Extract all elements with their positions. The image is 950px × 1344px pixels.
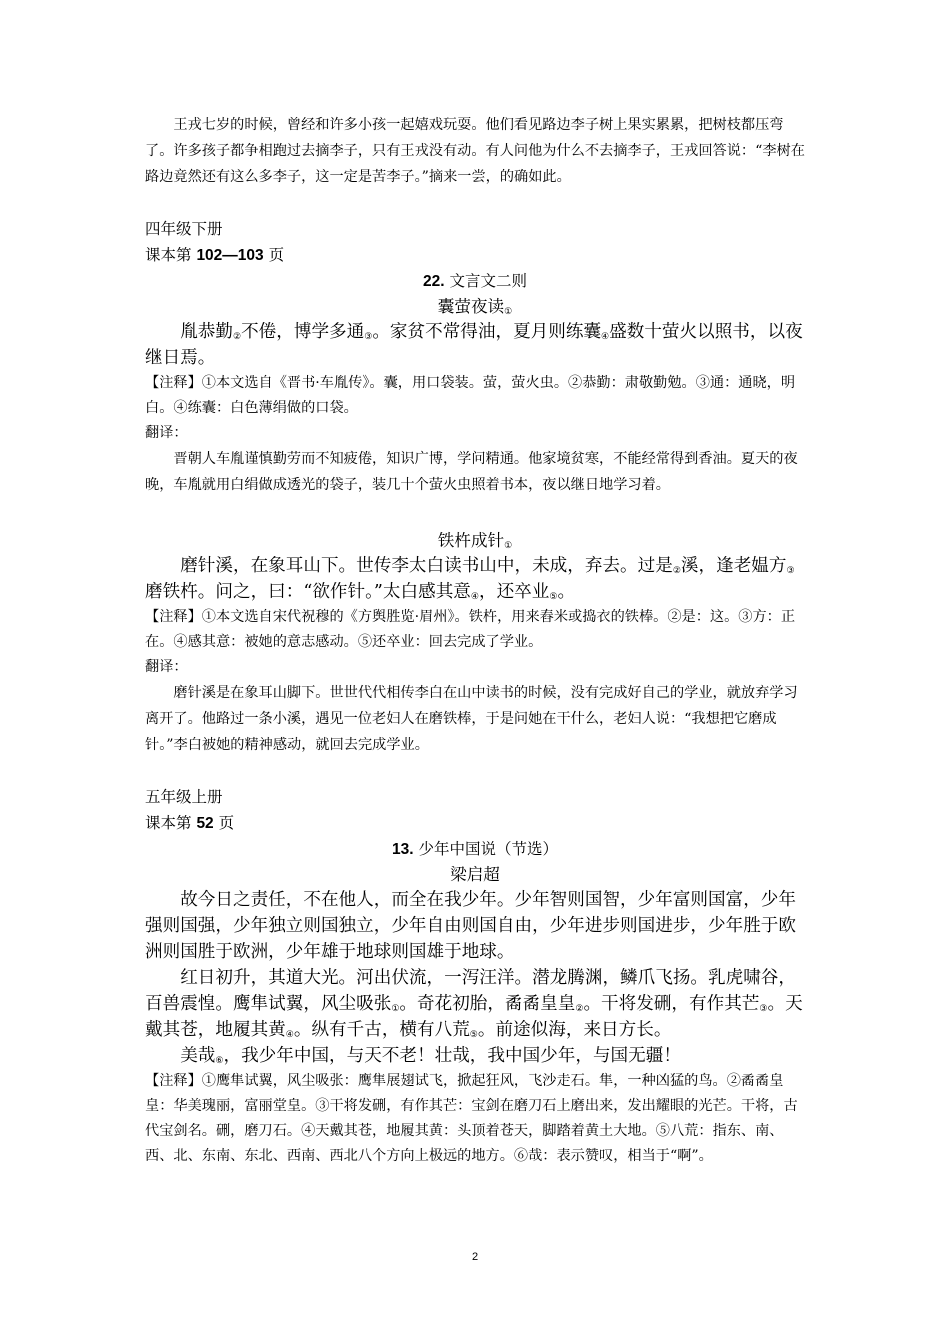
grade-heading-1: 四年级下册 [145, 220, 223, 238]
story-text-tiechu: 磨针溪，在象耳山下。世传李太白读书山中，未成，弃去。过是$_②$溪，逢老媪方$_③$磨铁杵。问之，曰：“欲作针。”太白感其意$_④$，还卒业$_⑤$。 [145, 556, 795, 602]
lesson-title-2: 13. 少年中国说（节选） [392, 840, 558, 858]
author-name: 梁启超 [450, 865, 500, 884]
story-title-nangying: 囊萤夜读$_①$ [437, 297, 513, 317]
story-title-tiechu: 铁杵成针$_①$ [437, 531, 513, 551]
grade-heading-2: 五年级上册 [145, 788, 223, 806]
textbook-page-1: 课本第 102—103 页 [145, 246, 285, 264]
story-note-tiechu: 【注释】①本文选自宋代祝穆的《方舆胜览·眉州》。铁杵，用来舂米或捣衣的铁棒。②是：这。③方：正在。④感其意：被她的意志感动。⑤还卒业：回去完成了学业。 [145, 609, 796, 650]
story-paragraph-3: 美哉$_⑥$，我少年中国，与天不老！壮哉，我中国少年，与国无疆！ [180, 1046, 681, 1066]
document-page [145, 112, 805, 1169]
story-note-nangying: 【注释】①本文选自《晋书·车胤传》。囊，用口袋装。萤，萤火虫。②恭勤：肃敬勤勉。③通：通晓，明白。④练囊：白色薄绢做的口袋。 [145, 375, 796, 416]
textbook-page-2: 课本第 52 页 [145, 814, 235, 832]
lesson-title-1: 22. 文言文二则 [423, 272, 527, 290]
story-paragraph-1: 故今日之责任，不在他人，而全在我少年。少年智则国智，少年富则国富，少年强则国强，少年独立则国独立，少年自由则国自由，少年进步则国进步，少年胜于欧洲则国胜于欧洲，少年雄于地球则国雄于地球。 [145, 890, 796, 962]
translation-label-1: 翻译： [145, 425, 188, 441]
story-text-nangying: 胤恭勤$_②$不倦，博学多通$_③$。家贫不常得油，夏月则练囊$_④$盛数十萤火以照书，以夜继日焉。 [145, 322, 803, 368]
translation-label-2: 翻译： [145, 659, 188, 675]
intro-paragraph: 王戎七岁的时候，曾经和许多小孩一起嬉戏玩耍。他们看见路边李子树上果实累累，把树枝都压弯了。许多孩子都争相跑过去摘李子，只有王戎没有动。有人问他为什么不去摘李子，王戎回答说：“李树在路边竟然还有这么多李子，这一定是苦李子。”摘来一尝，的确如此。 [145, 117, 805, 185]
page-number: 2 [471, 1251, 479, 1263]
story-translation-nangying: 晋朝人车胤谨慎勤劳而不知疲倦，知识广博，学问精通。他家境贫寒，不能经常得到香油。夏天的夜晚，车胤就用白绢做成透光的袋子，装几十个萤火虫照着书本，夜以继日地学习着。 [145, 451, 798, 493]
story-note-shaonian: 【注释】①鹰隼试翼，风尘吸张：鹰隼展翅试飞，掀起狂风，飞沙走石。隼，一种凶猛的鸟。②矞矞皇皇：华美瑰丽，富丽堂皇。③干将发硎，有作其芒：宝剑在磨刀石上磨出来，发出耀眼的光芒。干将，古代宝剑名。硎，磨刀石。④天戴其苍，地履其黄：头顶着苍天，脚踏着黄土大地。⑤八荒：指东、南、西、北、东南、东北、西南、西北八个方向上极远的地方。⑥哉：表示赞叹，相当于“啊”。 [145, 1073, 798, 1164]
story-translation-tiechu: 磨针溪是在象耳山脚下。世世代代相传李白在山中读书的时候，没有完成好自己的学业，就放弃学习离开了。他路过一条小溪，遇见一位老妇人在磨铁棒，于是问她在干什么，老妇人说：“我想把它磨成针。”李白被她的精神感动，就回去完成学业。 [145, 685, 798, 753]
story-paragraph-2: 红日初升，其道大光。河出伏流，一泻汪洋。潜龙腾渊，鳞爪飞扬。乳虎啸谷，百兽震惶。鹰隼试翼，风尘吸张$_①$。奇花初胎，矞矞皇皇$_②$。干将发硎，有作其芒$_③$。天戴其苍，地履其黄$_④$。纵有千古，横有八荒$_⑤$。前途似海，来日方长。 [145, 968, 803, 1040]
